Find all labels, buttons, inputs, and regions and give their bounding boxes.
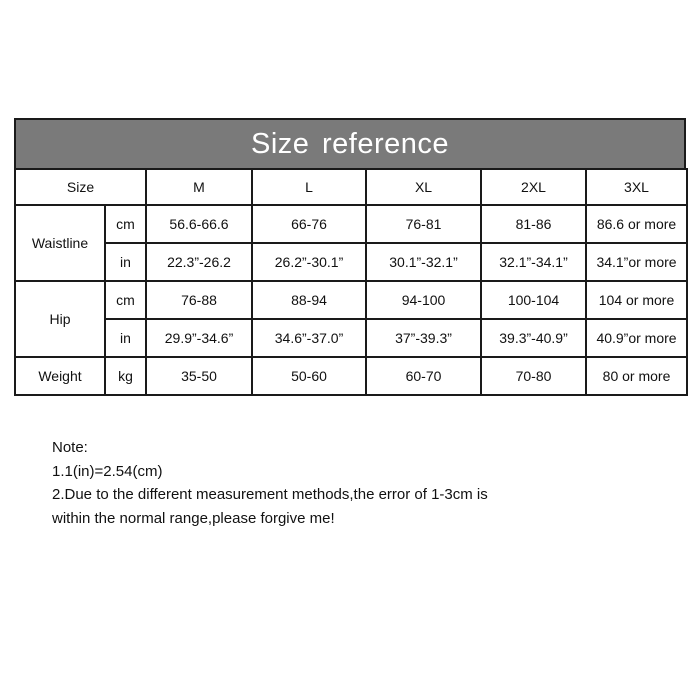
note-line: 2.Due to the different measurement methods,the error of 1-3cm is: [52, 486, 488, 503]
table-cell: 80 or more: [586, 357, 687, 395]
table-cell: 35-50: [146, 357, 252, 395]
table-cell: 56.6-66.6: [146, 205, 252, 243]
table-cell: 81-86: [481, 205, 586, 243]
table-row: [15, 357, 687, 395]
table-cell: 50-60: [252, 357, 366, 395]
table-cell: 66-76: [252, 205, 366, 243]
table-cell: 86.6 or more: [586, 205, 687, 243]
table-cell: 30.1”-32.1”: [366, 243, 481, 281]
table-cell: 37”-39.3”: [366, 319, 481, 357]
table-cell: 94-100: [366, 281, 481, 319]
unit-cell: cm: [105, 281, 146, 319]
table-cell: 70-80: [481, 357, 586, 395]
weight-label: Weight: [15, 357, 105, 395]
table-cell: 40.9”or more: [586, 319, 687, 357]
unit-cell: in: [105, 319, 146, 357]
table-row: [15, 281, 687, 319]
table-cell: 26.2”-30.1”: [252, 243, 366, 281]
unit-cell: cm: [105, 205, 146, 243]
table-cell: 32.1”-34.1”: [481, 243, 586, 281]
table-cell: 76-81: [366, 205, 481, 243]
table-cell: 34.1”or more: [586, 243, 687, 281]
table-cell: 29.9”-34.6”: [146, 319, 252, 357]
size-header-m: M: [146, 169, 252, 205]
table-title: Size reference: [14, 118, 686, 168]
size-reference-table: [14, 168, 688, 396]
size-header-2xl: 2XL: [481, 169, 586, 205]
note-line: 1.1(in)=2.54(cm): [52, 462, 163, 480]
table-cell: 34.6”-37.0”: [252, 319, 366, 357]
size-header-3xl: 3XL: [586, 169, 687, 205]
unit-cell: in: [105, 243, 146, 281]
table-cell: 60-70: [366, 357, 481, 395]
table-row: [15, 205, 687, 243]
hip-label: Hip: [15, 281, 105, 357]
table-row: [15, 319, 687, 357]
size-corner-label: Size: [15, 169, 146, 205]
table-cell: 22.3”-26.2: [146, 243, 252, 281]
notes-heading: Note:: [52, 439, 88, 456]
notes-block: [52, 436, 488, 530]
table-cell: 39.3”-40.9”: [481, 319, 586, 357]
size-header-xl: XL: [366, 169, 481, 205]
table-cell: 76-88: [146, 281, 252, 319]
table-row: [15, 243, 687, 281]
unit-cell: kg: [105, 357, 146, 395]
table-cell: 100-104: [481, 281, 586, 319]
note-line: within the normal range,please forgive me!: [52, 509, 335, 527]
size-header-row: [15, 169, 687, 205]
table-cell: 104 or more: [586, 281, 687, 319]
waistline-label: Waistline: [15, 205, 105, 281]
size-header-l: L: [252, 169, 366, 205]
table-cell: 88-94: [252, 281, 366, 319]
